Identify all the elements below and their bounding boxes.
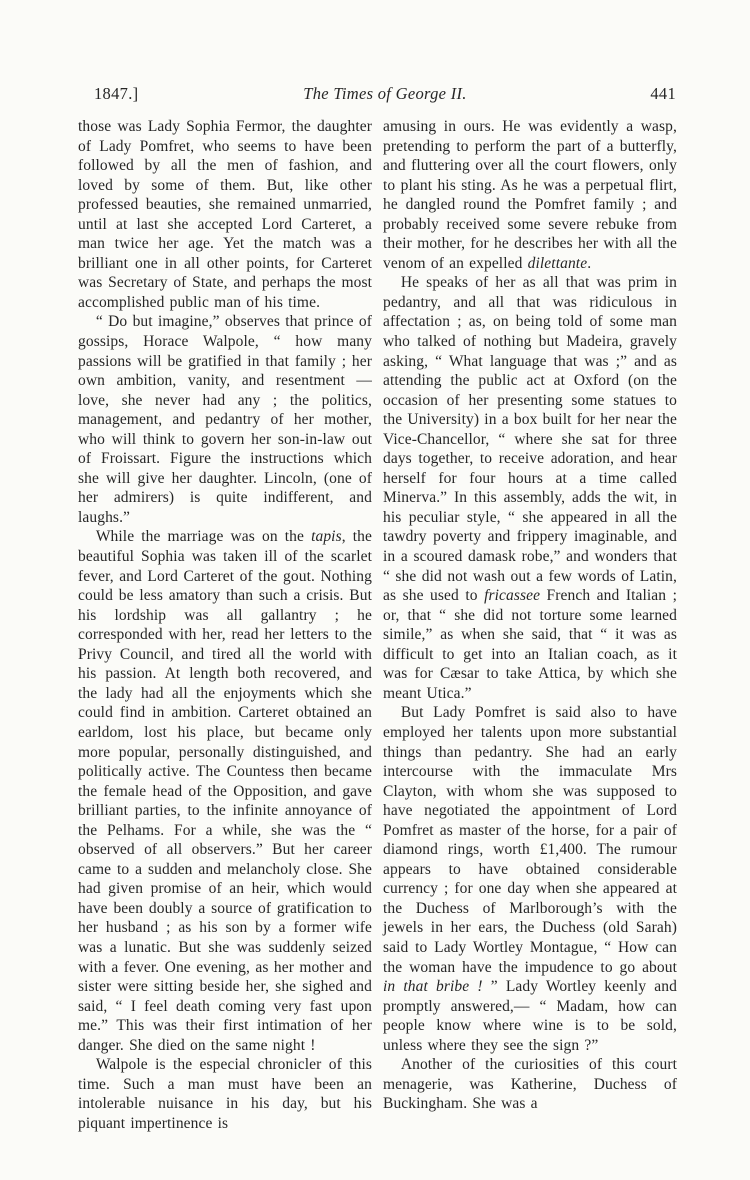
left-column [78,117,372,1133]
body-text: amusing in ours. He was evidently a wasp, pretending to perform the part of a butterfly, and fluttering over all the court flowers, only to plant his sting. As he was a perpetual flirt, he dangled round the Pomfret family ; and probably received some severe rebuke from their mother, for he describes her with all the venom of an expelled [383,118,677,272]
paragraph [78,117,372,312]
body-text: “ Do but imagine,” observes that prince of gossips, Horace Walpole, “ how many passions will be gratified in that family ; her own ambition, vanity, and resentment — love, she never had any ; the politics, management, and pedantry of her mother, who will think to govern her son-in-law out of Froissart. Figure the instructions which she will give her daughter. Lincoln, (one of her admirers) is quite indifferent, and laughs.” [78,313,372,526]
header-page-number: 441 [650,84,676,103]
body-text: While the marriage was on the [95,528,312,546]
paragraph [383,273,677,703]
italic-text: fricassee [484,587,541,605]
body-text: But Lady Pomfret is said also to have employed her talents upon more substantial things than pedantry. She had an early intercourse with the immaculate Mrs Clayton, with whom she was supposed to have negotiated the appointment of Lord Pomfret as master of the horse, for a pair of diamond rings, worth £1,400. The rumour appears to have obtained considerable currency ; for one day when she appeared at the Duchess of Marlborough’s with the jewels in her ears, the Duchess (old Sarah) said to Lady Wortley Montague, “ How can the woman have the impudence to go about [383,704,677,976]
body-text: He speaks of her as all that was prim in pedantry, and all that was ridiculous in affectation ; as, on being told of some man who talked of nothing but Madeira, gravely asking, “ What language that was ;” and as attending the public act at Oxford (on the occasion of her presenting some statues to the University) in a box built for her near the Vice-Chancellor, “ where she sat for three days together, to receive adoration, and hear herself for four hours at a time called Minerva.” In this assembly, adds the wit, in his peculiar style, “ she appeared in all the tawdry poverty and frippery imaginable, and in a scoured damask robe,” and wonders that “ she did not wash out a few words of Latin, as she used to [383,274,677,605]
body-text: Another of the curiosities of this court menagerie, was Katherine, Duchess of Buckingham. She was a [383,1056,677,1113]
italic-text: in that bribe ! [383,978,483,996]
italic-text: tapis [311,528,342,546]
body-text: those was Lady Sophia Fermor, the daughter of Lady Pomfret, who seems to have been followed by all the men of fashion, and loved by some of them. But, like other professed beauties, she remained unmarried, until at last she accepted Lord Carteret, a man twice her age. Yet the match was a brilliant one in all other points, for Carteret was Secretary of State, and perhaps the most accomplished public man of his time. [78,118,372,311]
body-text: French and Italian ; or, that “ she did not torture some learned simile,” as when she said, that “ it was as difficult to get into an Italian coach, as it was for Cæsar to take Attica, by which she meant Utica.” [383,587,677,702]
italic-text: dilettante [527,254,588,272]
paragraph [383,703,677,1055]
body-text: , the beautiful Sophia was taken ill of the scarlet fever, and Lord Carteret of the gout. Nothing could be less amatory than such a crisis. But his lordship was all gallantry ; he corresponded with her, read her letters to the Privy Council, and tired all the world with his passion. At length both recovered, and the lady had all the enjoyments which she could find in ambition. Carteret obtained an earldom, lost his place, but became only more popular, personally distinguished, and politically active. The Countess then became the female head of the Opposition, and gave brilliant parties, to the infinite annoyance of the Pelhams. For a while, she was the “ observed of all observers.” But her career came to a sudden and melancholy close. She had given promise of an heir, which would have been doubly a source of gratification to her husband ; as his son by a former wife was a lunatic. But she was suddenly seized with a fever. One evening, as her mother and sister were sitting beside her, she sighed and said, “ I feel death coming very fast upon me.” This was their first intimation of her danger. She died on the same night ! [78,528,372,1054]
page-header [94,84,676,104]
text-columns [78,117,678,1133]
header-year: 1847.] [94,84,139,103]
paragraph [78,312,372,527]
paragraph [78,1055,372,1133]
body-text: . [587,254,592,272]
paragraph [383,117,677,273]
header-title: The Times of George II. [303,84,467,103]
right-column [383,117,677,1133]
body-text: Walpole is the especial chronicler of this time. Such a man must have been an intolerable nuisance in his day, but his piquant impertinence is [78,1056,372,1132]
paragraph [78,527,372,1055]
body-text: ” Lady Wortley keenly and promptly answered,— “ Madam, how can people know where wine is to be sold, unless where they see the sign ?” [383,978,677,1054]
paragraph [383,1055,677,1114]
